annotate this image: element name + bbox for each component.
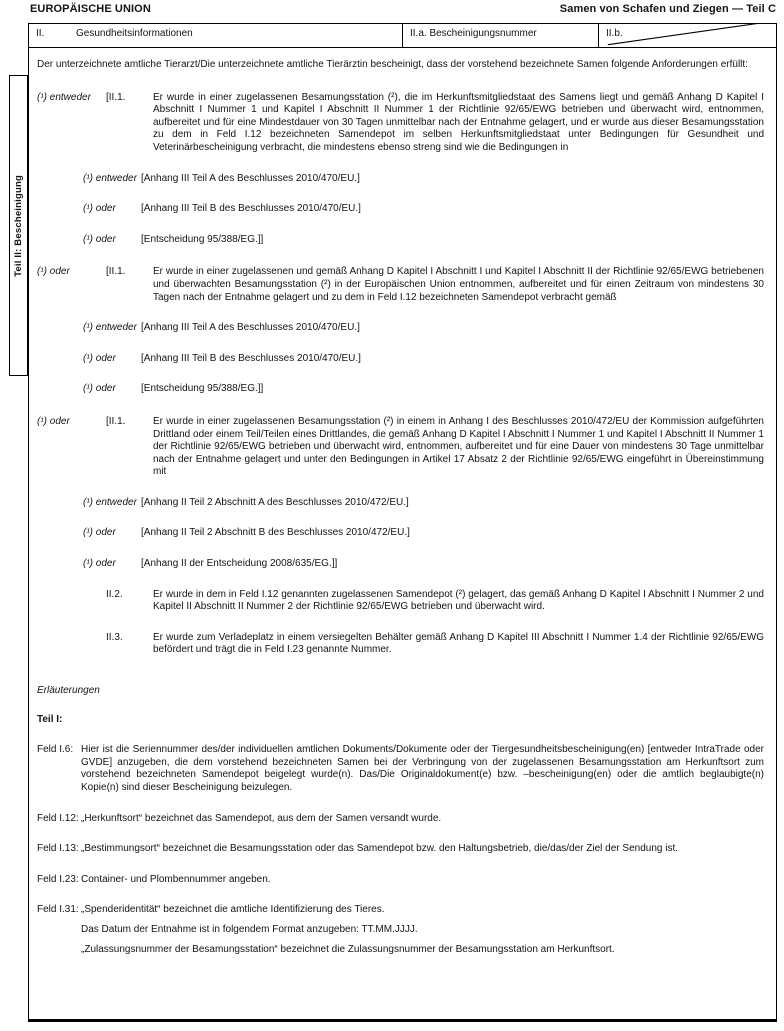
field-text-line: Das Datum der Entnahme ist in folgendem Format anzugeben: TT.MM.JJJJ.: [81, 923, 418, 935]
header-union-title: EUROPÄISCHE UNION: [30, 3, 151, 15]
field-text-group: [81, 904, 764, 956]
option-b1: [83, 322, 764, 335]
option-marker: (¹) entweder: [83, 496, 137, 508]
option-text: [Anhang III Teil A des Beschlusses 2010/470/EU.]: [141, 322, 360, 334]
clause-text: Er wurde in einer zugelassenen und gemäß Anhang D Kapitel I Abschnitt I und Kapitel I Abschnitt II der Richtlinie 92/65/EWG betriebenen und überwachten Besamungsstation (²) in der Europäischen Union entnommen, aufbereitet und für einen Zeitraum von mindestens 30 Tagen nach der Entnahme gelagert und zu dem in Feld I.12 bezeichneten Samendepot verbracht gemäß: [153, 266, 764, 303]
clause-ii1-first: [37, 92, 764, 155]
option-text: [Anhang II der Entscheidung 2008/635/EG.]]: [141, 558, 338, 570]
field-text: Container- und Plombennummer angeben.: [81, 873, 271, 885]
option-b2: [83, 353, 764, 366]
option-text: [Anhang II Teil 2 Abschnitt A des Beschlusses 2010/472/EU.]: [141, 496, 409, 508]
option-marker: (¹) oder: [83, 352, 116, 364]
reference-number-cell: [599, 24, 776, 47]
field-label: Feld I.12:: [37, 812, 79, 824]
option-marker: (¹) oder: [83, 383, 116, 395]
header-document-title: Samen von Schafen und Ziegen — Teil C: [559, 3, 776, 15]
clause-ref: II.2.: [106, 588, 123, 600]
field-i23-note: [37, 874, 764, 887]
certificate-body: [29, 48, 776, 956]
option-a3: [83, 234, 764, 247]
field-label: Feld I.6:: [37, 744, 74, 756]
intro-statement: Der unterzeichnete amtliche Tierarzt/Die unterzeichnete amtliche Tierärztin bescheinigt, dass der vorstehend bezeichnete Samen folgende Anforderungen erfüllt:: [37, 59, 748, 70]
field-label: Feld I.31:: [37, 904, 79, 916]
part-ii-side-tab: [9, 75, 28, 376]
strike-line: [599, 24, 776, 47]
option-c3: [83, 558, 764, 571]
clause-marker: (¹) oder: [37, 415, 70, 427]
health-info-header-row: [29, 24, 776, 48]
certificate-number-label: II.a. Bescheinigungsnummer: [410, 28, 537, 39]
option-text: [Anhang III Teil B des Beschlusses 2010/470/EU.]: [141, 203, 361, 215]
field-label: Feld I.23:: [37, 873, 79, 885]
clause-text: Er wurde in einer zugelassenen Besamungsstation (²), die im Herkunftsmitgliedstaat des Samens liegt und gemäß Anhang D Kapitel I Abschnitt I Nummer 1 und Kapitel I Abschnitt II Nummer 1 der Richtlinie 92/65/EWG betrieben und überwacht wird, entnommen, aufbereitet und für eine Mindestdauer von 30 Tagen unmittelbar nach der Entnahme gelagert, und er wurde aus dieser Besamungsstation zu dem in Feld I.12 bezeichneten Samendepot im selben Herkunftsmitgliedstaat unter Bedingungen für Gesundheit und Veterinärbescheinigung verbracht, die mindestens ebenso streng sind wie die Bedingungen in: [153, 91, 764, 153]
option-marker: (¹) oder: [83, 558, 116, 570]
option-text: [Anhang II Teil 2 Abschnitt B des Beschlusses 2010/472/EU.]: [141, 527, 410, 539]
clause-marker: (¹) oder: [37, 266, 70, 278]
option-text: [Anhang III Teil A des Beschlusses 2010/470/EU.]: [141, 172, 360, 184]
clause-marker: (¹) entweder: [37, 91, 91, 103]
clause-text: Er wurde in einer zugelassenen Besamungsstation (²) in einem in Anhang I des Beschlusses 2010/472/EU der Kommission aufgeführten Drittland oder einem Teil/Teilen eines Drittlandes, die gemäß Anhang D Kapitel I Abschnitt I Nummer 1 und Kapitel I Abschnitt II Nummer 1 der Richtlinie 92/65/EWG betrieben und überwacht wird, entnommen, aufbereitet und für eine Dauer von mindestens 30 Tage unmittelbar nach der Entnahme gelagert und unter den Bedingungen in Artikel 17 Absatz 2 der Richtlinie 92/65/EWG eingeführt in Übereinstimmung mit: [153, 415, 764, 478]
option-marker: (¹) oder: [83, 203, 116, 215]
field-label: Feld I.13:: [37, 843, 79, 855]
field-text: Hier ist die Seriennummer des/der individuellen amtlichen Dokuments/Dokumente oder der Tiergesundheitsbescheinigung(en) [entweder IntraTrade oder GVDE] anzugeben, die dem vorstehend bezeichneten Samen bei der Verbringung von der zugelassenen Besamungsstation am Herkunftsort zum vorstehend bezeichneten Samendepot beigelegt wurde(n). Das/Die Originaldokument(e) bzw. –bescheinigung(en) oder die amtlich beglaubigte(n) Kopie(n) sind dieser Bescheinigung beizulegen.: [81, 744, 764, 793]
field-text: „Bestimmungsort“ bezeichnet die Besamungsstation oder das Samendepot bzw. den Haltungsbetrieb, die/das/der Ziel der Sendung ist.: [81, 843, 679, 855]
health-info-label: Gesundheitsinformationen: [76, 28, 193, 39]
clause-ii1-third: [37, 416, 764, 479]
part-ii-side-label: Teil II: Bescheinigung: [13, 174, 24, 277]
certificate-box: [28, 23, 777, 1022]
field-text-line: „Zulassungsnummer der Besamungsstation“ bezeichnet die Zulassungsnummer der Besamungsstation am Herkunftsort.: [81, 943, 615, 955]
option-marker: (¹) oder: [83, 527, 116, 539]
option-a1: [83, 173, 764, 186]
clause-ref: [II.1.: [106, 91, 126, 103]
option-c2: [83, 527, 764, 540]
clause-ref: II.3.: [106, 631, 123, 643]
field-text: „Herkunftsort“ bezeichnet das Samendepot, aus dem der Samen versandt wurde.: [81, 812, 442, 824]
field-i6-note: [37, 744, 764, 794]
reference-number-label: II.b.: [606, 28, 623, 39]
option-marker: (¹) entweder: [83, 322, 137, 334]
field-text-line: „Spenderidentität“ bezeichnet die amtliche Identifizierung des Tieres.: [81, 904, 385, 916]
health-info-cell: [29, 24, 403, 47]
field-i31-note: [37, 904, 764, 956]
clause-text: Er wurde in dem in Feld I.12 genannten zugelassenen Samendepot (²) gelagert, das gemäß Anhang D Kapitel I Abschnitt I Nummer 2 und Kapitel II Abschnitt II Nummer 2 der Richtlinie 92/65/EWG betrieben und überwacht wird.: [153, 588, 764, 613]
clause-ii3: [106, 632, 764, 657]
option-text: [Anhang III Teil B des Beschlusses 2010/470/EU.]: [141, 352, 361, 364]
notes-heading: Erläuterungen: [37, 685, 100, 697]
clause-ii2: [106, 589, 764, 614]
option-marker: (¹) entweder: [83, 172, 137, 184]
option-a2: [83, 203, 764, 216]
option-marker: (¹) oder: [83, 233, 116, 245]
option-text: [Entscheidung 95/388/EG.]]: [141, 383, 264, 395]
section-number: II.: [36, 28, 45, 39]
field-i13-note: [37, 843, 764, 856]
field-i12-note: [37, 813, 764, 826]
page-header: [30, 3, 776, 15]
clause-ref: [II.1.: [106, 415, 126, 427]
certificate-number-cell: [403, 24, 599, 47]
clause-text: Er wurde zum Verladeplatz in einem versiegelten Behälter gemäß Anhang D Kapitel III Abschnitt I Nummer 1.4 der Richtlinie 92/65/EWG befördert und trägt die in Feld I.23 genannte Nummer.: [153, 631, 764, 656]
option-c1: [83, 497, 764, 510]
option-b3: [83, 383, 764, 396]
option-text: [Entscheidung 95/388/EG.]]: [141, 233, 264, 245]
clause-ref: [II.1.: [106, 266, 126, 278]
part-i-heading: Teil I:: [37, 713, 63, 725]
clause-ii1-second: [37, 266, 764, 304]
